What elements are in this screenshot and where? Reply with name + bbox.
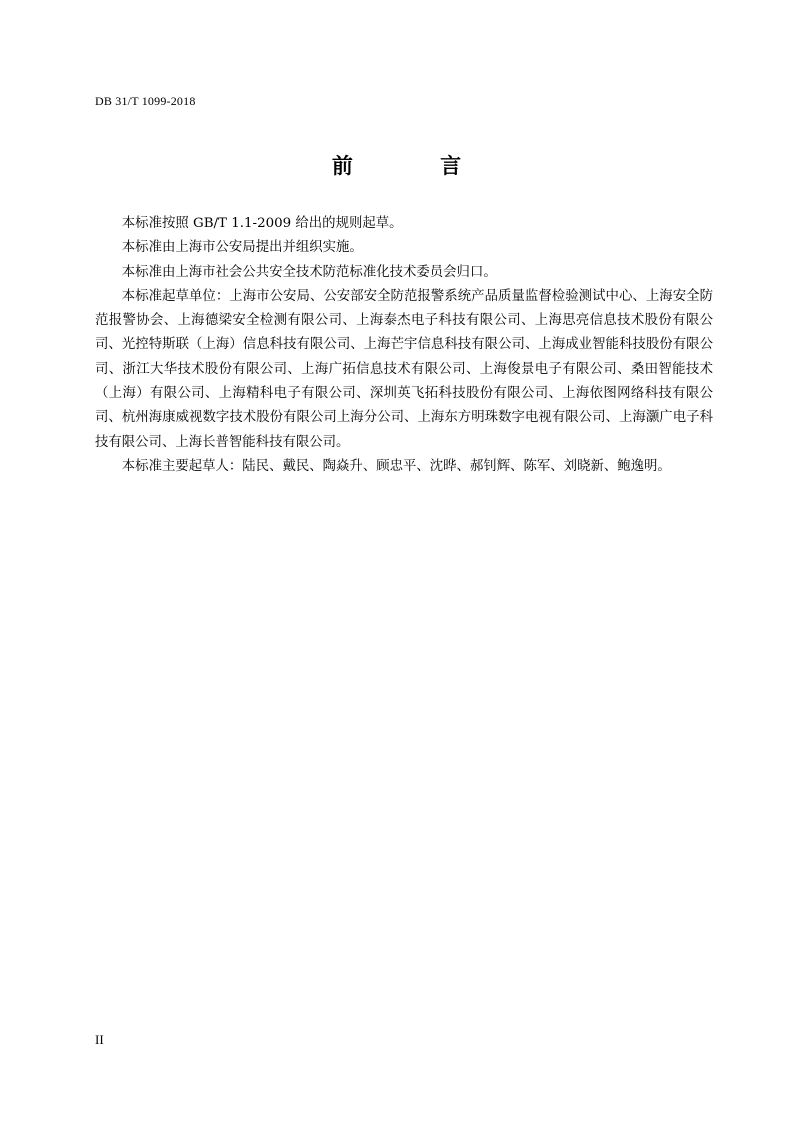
paragraph-main-drafters: 本标准主要起草人：陆民、戴民、陶焱升、顾忠平、沈晔、郝钊辉、陈军、刘晓新、鲍逸明。 [121,458,671,474]
page-number: II [95,1032,104,1047]
page-title: 前 言 [331,154,502,178]
paragraph-proposer: 本标准由上海市公安局提出并组织实施。 [121,240,363,256]
document-code: DB 31/T 1099-2018 [95,94,196,108]
paragraph-centralized-by: 本标准由上海市社会公共安全技术防范标准化技术委员会归口。 [121,264,497,280]
paragraph-drafting-rules: 本标准按照 GB/T 1.1-2009 给出的规则起草。 [121,216,403,231]
paragraph-drafting-units: 本标准起草单位：上海市公安局、公安部安全防范报警系统产品质量监督检验测试中心、上海安全防范报警协会、上海德梁安全检测有限公司、上海泰杰电子科技有限公司、上海思亮信息技术股份有限公司、光控特斯联（上海）信息科技有限公司、上海芒宇信息科技有限公司、上海成业智能科技股份有限公司、浙江大华技术股份有限公司、上海广拓信息技术有限公司、上海俊景电子有限公司、桑田智能技术（上海）有限公司、上海精科电子有限公司、深圳英飞拓科技股份有限公司、上海依图网络科技有限公司、杭州海康威视数字技术股份有限公司上海分公司、上海东方明珠数字电视有限公司、上海灏广电子科技有限公司、上海长普智能科技有限公司。 [95,288,713,450]
foreword-body [95,212,713,479]
